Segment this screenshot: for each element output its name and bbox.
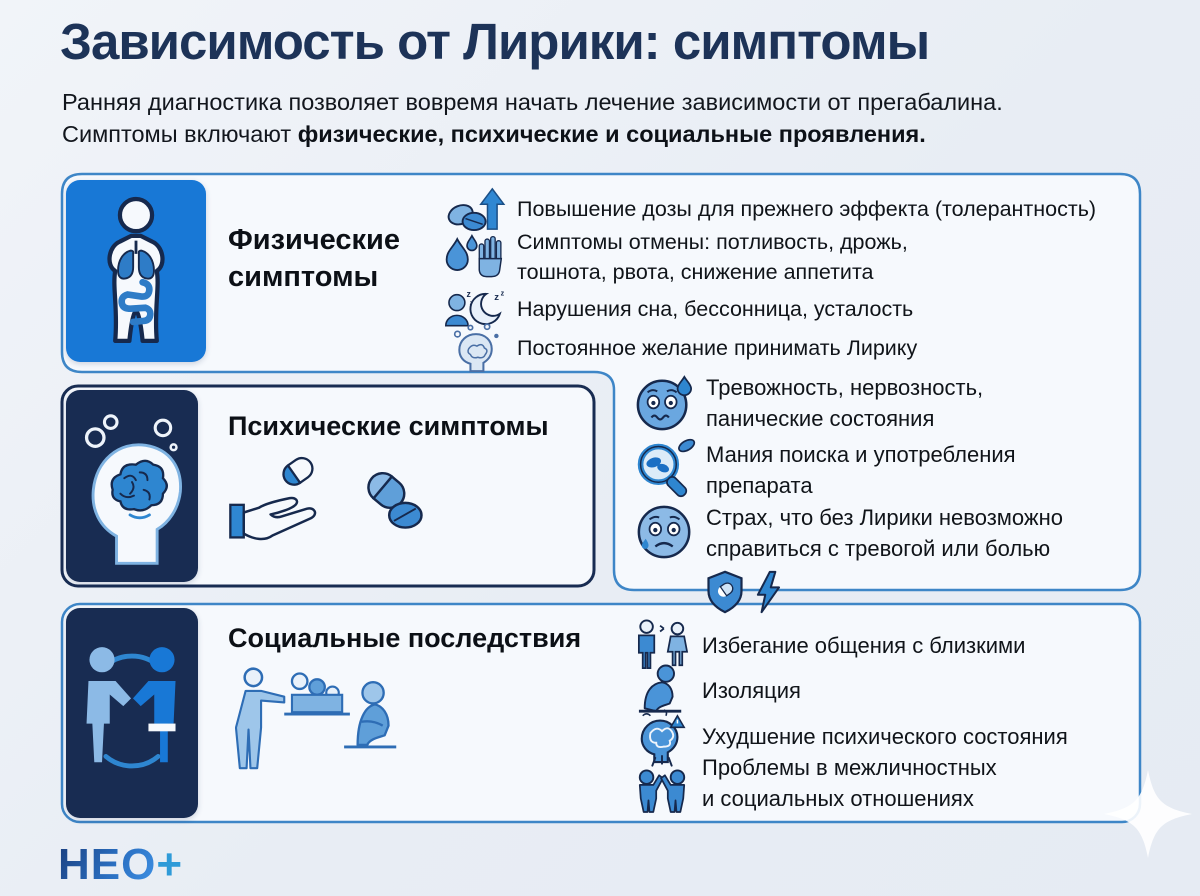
item-text: Симптомы отмены: потливость, дрожь, тошнота, рвота, снижение аппетита (517, 230, 908, 284)
physical-title: Физические симптомы (228, 224, 401, 293)
page-subtitle (62, 86, 1162, 150)
two-people-handshake-icon (73, 618, 191, 809)
list-item (445, 186, 1096, 232)
brand-logo (58, 840, 183, 890)
item-text: Ухудшение психического состояния (702, 723, 1068, 749)
craving-head-icon (445, 323, 507, 373)
social-tile (66, 608, 198, 818)
svg-text:z: z (494, 292, 500, 304)
item-text: Нарушения сна, бессонница, усталость (517, 297, 914, 321)
item-text: Страх, что без Лирики невозможно справиться с тревогой или болью (706, 502, 1063, 622)
list-item (632, 752, 997, 814)
social-group-scene-icon (235, 660, 403, 777)
item-text: Проблемы в межличностных и социальных отношениях (702, 755, 997, 811)
conflict-people-icon (632, 752, 692, 814)
logo-plus-icon: + (156, 840, 184, 889)
item-text: Мания поиска и употребления препарата (706, 442, 1016, 498)
page-title: Зависимость от Лирики: симптомы (60, 13, 930, 70)
list-item (445, 323, 917, 373)
lightning-icon (754, 570, 782, 622)
shield-pill-icon (706, 570, 744, 622)
list-item (634, 437, 1016, 503)
head-brain-icon (74, 400, 190, 573)
list-item (634, 372, 983, 434)
item-text: Повышение дозы для прежнего эффекта (толерантность) (517, 197, 1097, 221)
list-item (445, 227, 908, 287)
sweat-tremor-hand-icon (445, 227, 507, 287)
item-text: Избегание общения с близкими (702, 632, 1026, 658)
drug-seeking-magnifier-icon (634, 437, 696, 503)
fear-face-icon (634, 502, 696, 562)
social-title: Социальные последствия (228, 623, 582, 653)
svg-text:z: z (466, 289, 471, 300)
subtitle-line2-bold: физические, психические и социальные проявления. (297, 121, 926, 147)
item-text: Изоляция (702, 677, 801, 703)
sparkle-icon (1102, 768, 1194, 865)
item-text: Постоянное желание принимать Лирику (517, 336, 918, 360)
mental-title: Психические симптомы (228, 411, 549, 441)
physical-tile (66, 180, 206, 362)
subtitle-line1: Ранняя диагностика позволяет вовремя начать лечение зависимости от прегабалина. (62, 89, 1003, 115)
list-item (634, 502, 1063, 622)
mental-tile (66, 390, 198, 582)
hand-giving-capsule-icon (228, 455, 340, 552)
human-body-organs-icon (84, 190, 188, 353)
subtitle-line2: Симптомы включают (62, 121, 298, 147)
anxious-face-icon (634, 373, 696, 433)
pills-icon (352, 462, 434, 543)
logo-text: НЕО (58, 840, 157, 889)
item-text: Тревожность, нервозность, панические состояния (706, 375, 984, 431)
pills-dose-increase-icon (445, 186, 507, 232)
svg-text:z: z (500, 289, 505, 298)
